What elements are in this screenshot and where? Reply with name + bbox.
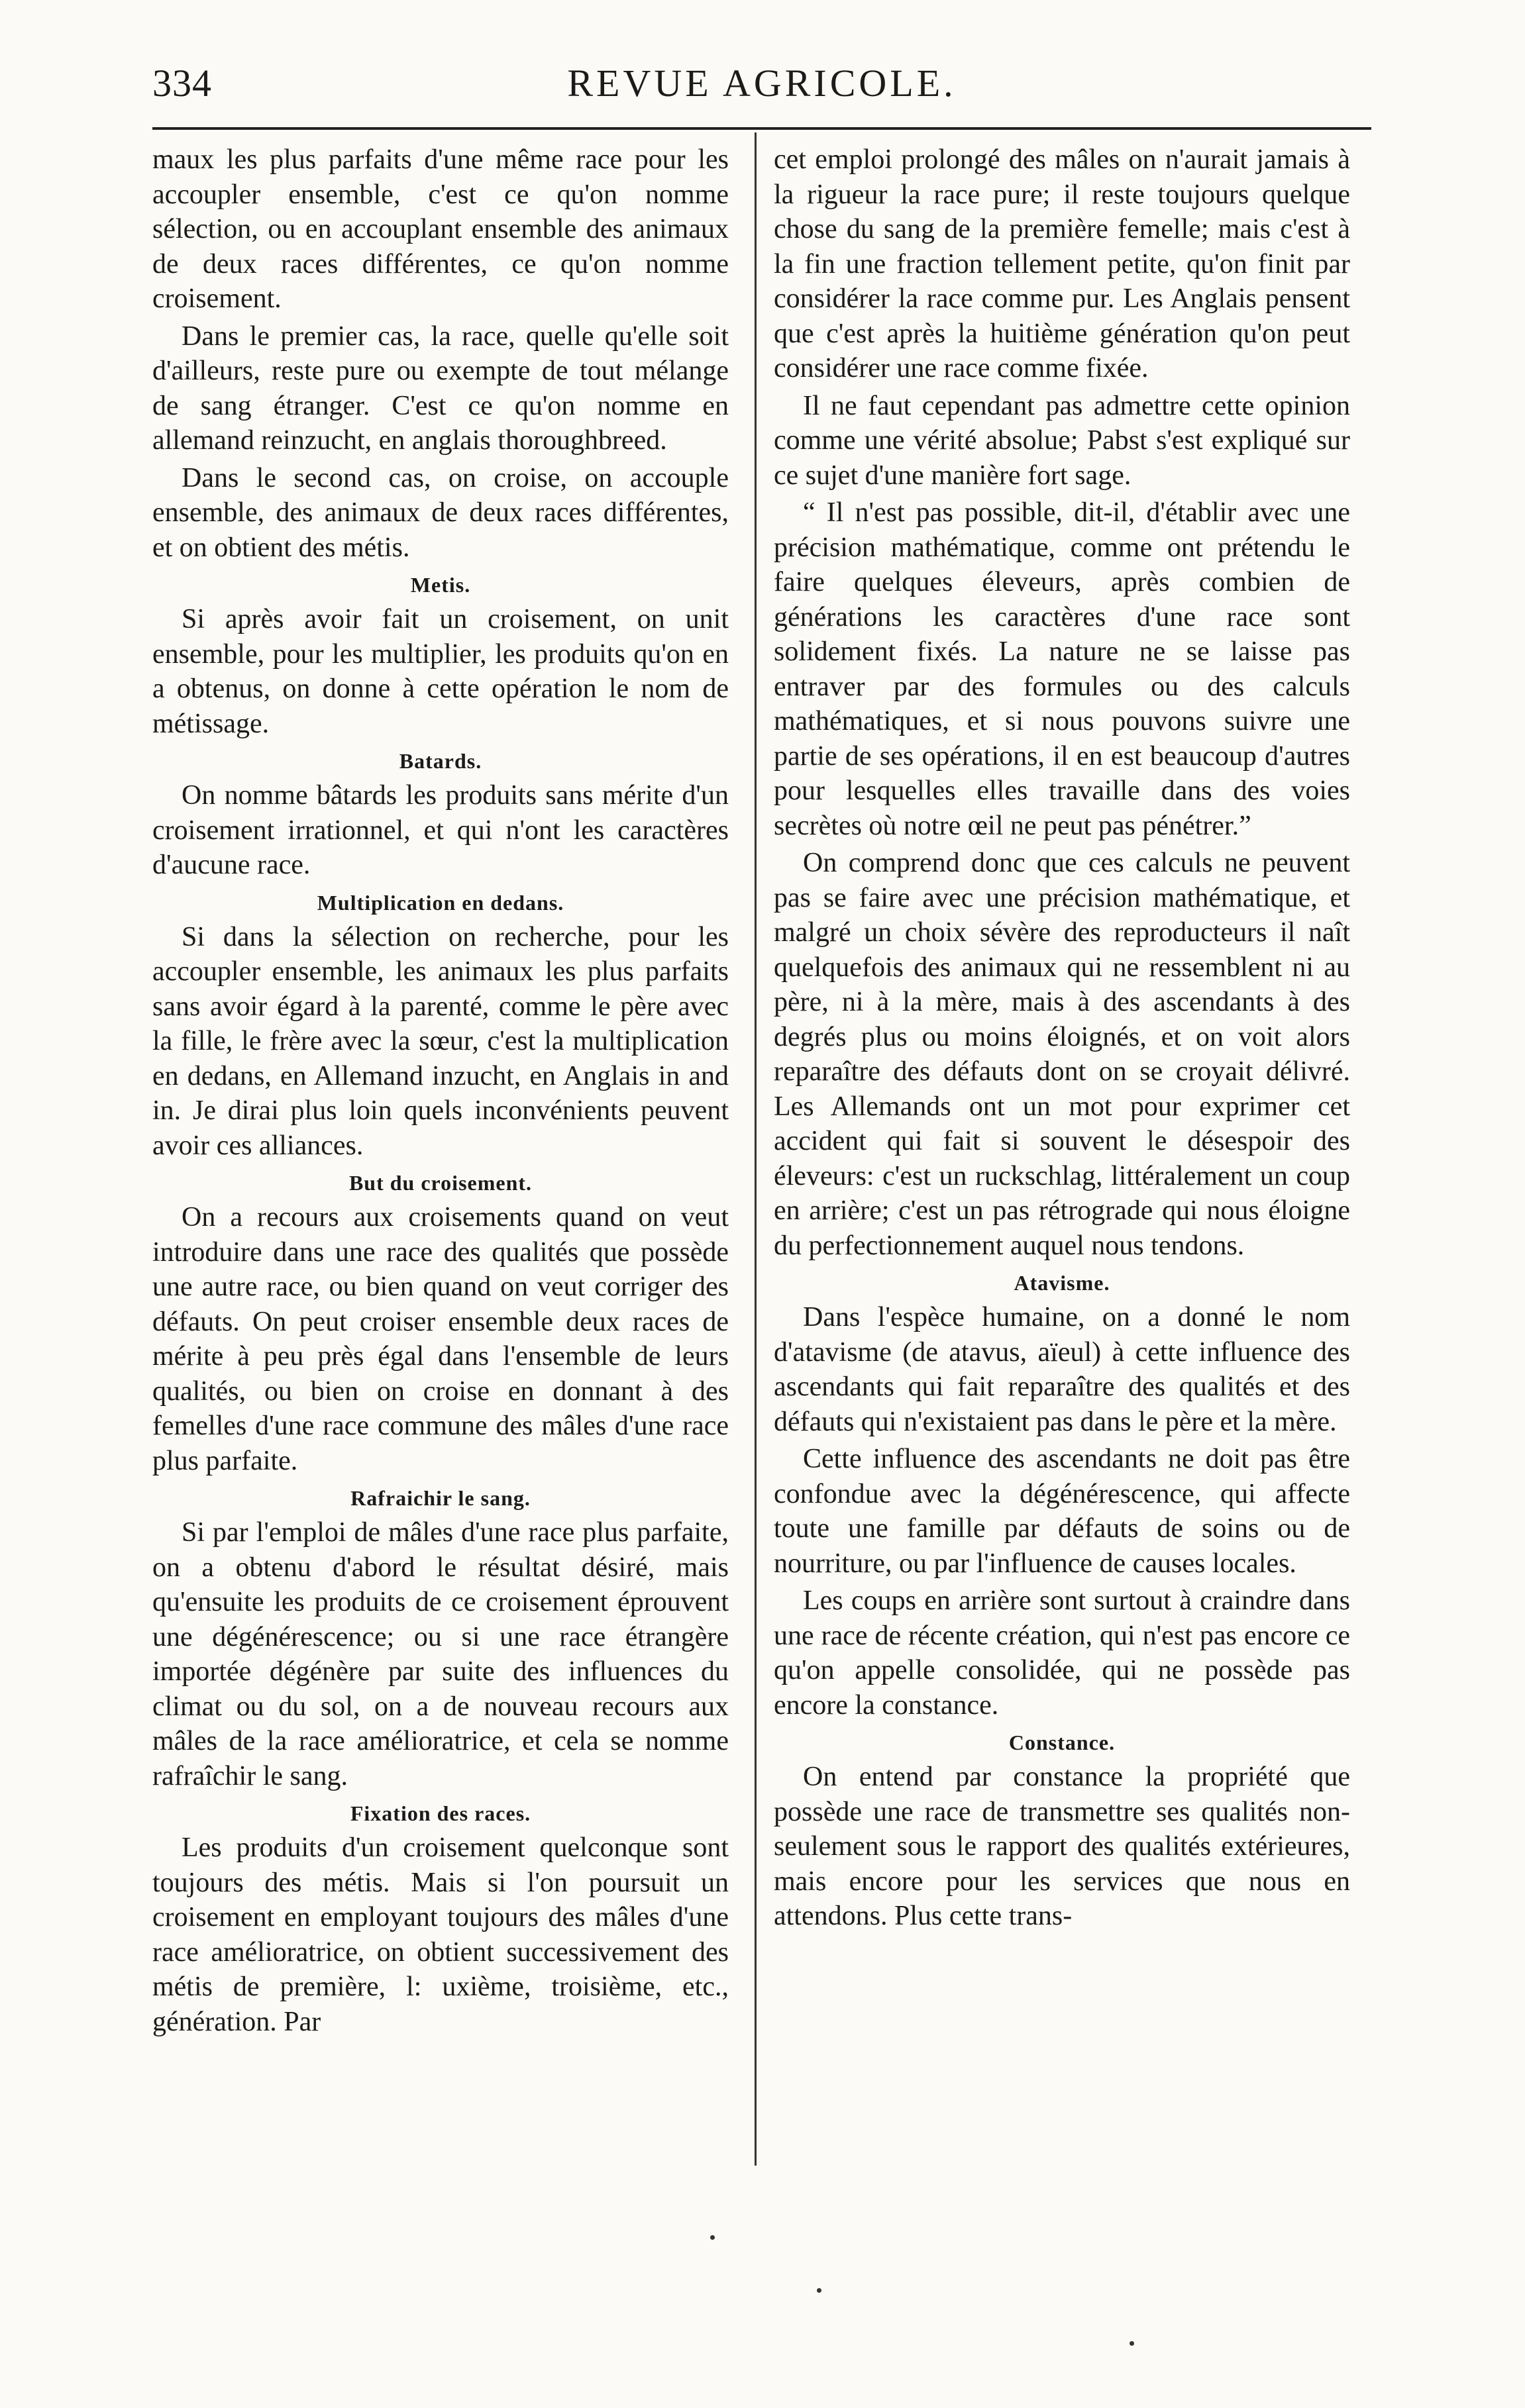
section-heading-but: But du croisement. xyxy=(348,1171,533,1195)
section-heading-multiplication: Multiplication en dedans. xyxy=(317,890,564,915)
section-heading-metis: Metis. xyxy=(410,573,471,597)
paragraph: On nomme bâtards les produits sans mérite d'un croisement irrationnel, et qui n'ont les caractères d'aucune race. xyxy=(152,780,729,880)
paragraph: On comprend donc que ces calculs ne peuvent pas se faire avec une précision mathématique, et malgré un choix sévère des reproducteurs il naît quelquefois des animaux qui ne ressemblent ni au père, ni à la mère, mais à des ascendants à des degrés plus ou moins éloignés, et on voit alors reparaître des défauts dont on se croyait délivré. Les Allemands ont un mot pour exprimer cet accident qui fait si souvent le désespoir des éleveurs: c'est un ruckschlag, littéralement un coup en arrière; c'est un pas rétrograde qui nous éloigne du perfectionnement auquel nous tendons. xyxy=(774,848,1350,1261)
print-speck xyxy=(1130,2341,1134,2346)
paragraph: Dans le second cas, on croise, on accouple ensemble, des animaux de deux races différentes, et on obtient des métis. xyxy=(152,462,729,563)
header-rule xyxy=(152,127,1371,130)
paragraph: Les coups en arrière sont surtout à craindre dans une race de récente création, qui n'est pas encore ce qu'on appelle consolidée, qui ne possède pas encore la constance. xyxy=(774,1585,1350,1721)
paragraph: Il ne faut cependant pas admettre cette opinion comme une vérité absolue; Pabst s'est expliqué sur ce sujet d'une manière fort sage. xyxy=(774,390,1350,491)
left-column xyxy=(152,142,729,2042)
print-speck xyxy=(710,2235,715,2240)
paragraph: Dans le premier cas, la race, quelle qu'elle soit d'ailleurs, reste pure ou exempte de tout mélange de sang étranger. C'est ce qu'on nomme en allemand reinzucht, en anglais thoroughbreed. xyxy=(152,321,729,456)
section-heading-constance: Constance. xyxy=(1008,1731,1116,1754)
paragraph: Si par l'emploi de mâles d'une race plus parfaite, on a obtenu d'abord le résultat désiré, mais qu'ensuite les produits de ce croisement éprouvent une dégénérescence; ou si une race étrangère importée dégénère par suite des influences du climat ou du sol, on a de nouveau recours aux mâles de la race amélioratrice, et cela se nomme rafraîchir le sang. xyxy=(152,1517,729,1791)
section-heading-fixation: Fixation des races. xyxy=(350,1801,531,1825)
column-divider xyxy=(755,132,757,2166)
paragraph: Dans l'espèce humaine, on a donné le nom d'atavisme (de atavus, aïeul) à cette influence des ascendants qui fait reparaître des qualités et des défauts qui n'existaient pas dans le père et la mère. xyxy=(774,1302,1350,1437)
quotation: “ Il n'est pas possible, dit-il, d'établir avec une précision mathématique, comme ont prétendu le faire quelques éleveurs, après combien de générations les caractères d'une race sont solidement fixés. La nature ne se laisse pas entraver par des formules ou des calculs mathématiques, et si nous pouvons suivre une partie de ses opérations, il en est beaucoup d'autres pour lesquelles elles travaille dans des voies secrètes où notre œil ne peut pas pénétrer.” xyxy=(774,497,1350,841)
running-head: REVUE AGRICOLE. xyxy=(567,62,957,105)
paragraph: maux les plus parfaits d'une même race pour les accoupler ensemble, c'est ce qu'on nomme sélection, ou en accouplant ensemble des animaux de deux races différentes, ce qu'on nomme croisement. xyxy=(152,144,729,314)
page-number: 334 xyxy=(152,62,212,105)
section-heading-rafraichir: Rafraichir le sang. xyxy=(350,1486,531,1510)
section-heading-atavisme: Atavisme. xyxy=(1014,1271,1110,1295)
section-heading-batards: Batards. xyxy=(399,749,482,773)
page-header xyxy=(152,54,1371,127)
paragraph: cet emploi prolongé des mâles on n'aurait jamais à la rigueur la race pure; il reste toujours quelque chose du sang de la première femelle; mais c'est à la fin une fraction tellement petite, qu'on finit par considérer la race comme pur. Les Anglais pensent que c'est après la huitième génération qu'on peut considérer une race comme fixée. xyxy=(774,144,1350,383)
paragraph: On a recours aux croisements quand on veut introduire dans une race des qualités que possède une autre race, ou bien quand on veut corriger des défauts. On peut croiser ensemble deux races de mérite à peu près égal dans l'ensemble de leurs qualités, ou bien on croise en donnant à des femelles d'une race commune des mâles d'une race plus parfaite. xyxy=(152,1202,729,1476)
paragraph: Si après avoir fait un croisement, on unit ensemble, pour les multiplier, les produits qu'on en a obtenus, on donne à cette opération le nom de métissage. xyxy=(152,604,729,739)
paragraph: Si dans la sélection on recherche, pour les accoupler ensemble, les animaux les plus parfaits sans avoir égard à la parenté, comme le père avec la fille, le frère avec la sœur, c'est la multiplication en dedans, en Allemand inzucht, en Anglais in and in. Je dirai plus loin quels inconvénients peuvent avoir ces alliances. xyxy=(152,921,729,1161)
paragraph: Cette influence des ascendants ne doit pas être confondue avec la dégénérescence, qui affecte toute une famille par défauts de soins ou de nourriture, ou par l'influence de causes locales. xyxy=(774,1444,1350,1579)
paragraph: Les produits d'un croisement quelconque sont toujours des métis. Mais si l'on poursuit un croisement en employant toujours des mâles d'une race amélioratrice, on obtient successivement des métis de première, l: uxième, troisième, etc., génération. Par xyxy=(152,1832,729,2037)
print-speck xyxy=(817,2288,821,2293)
paragraph: On entend par constance la propriété que possède une race de transmettre ses qualités non-seulement sous le rapport des qualités extérieures, mais encore pour les services que nous en attendons. Plus cette trans- xyxy=(774,1762,1350,1931)
right-column xyxy=(774,142,1350,1936)
